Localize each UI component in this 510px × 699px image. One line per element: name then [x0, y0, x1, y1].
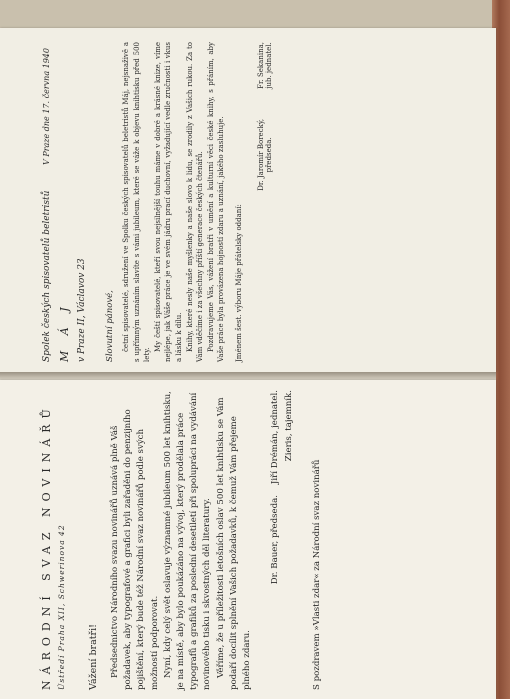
sender-name: M Á J	[58, 301, 71, 362]
sender-address: v Praze II, Václavov 23	[77, 258, 87, 362]
letter-maj	[42, 42, 482, 362]
salutation: Vážení bratři!	[88, 624, 99, 690]
signature-role: předseda.	[264, 137, 273, 173]
signature-role: jub. jednatel.	[264, 42, 273, 89]
signature	[257, 119, 273, 191]
paragraph: My čeští spisovatelé, kteří svou nejsilnější touhu máme v dobré a krásné knize, víme nejlépe, jak Váše práce je ve svém jádru prací duchovní, vyžadující vedle zručnosti i vkus a lásku k dílu.	[153, 42, 183, 362]
closing: Jménem šest. výboru Máje přátelsky oddaní:	[234, 204, 243, 362]
salutation: Slovutní pánové,	[105, 290, 115, 362]
paragraph: četní spisovatelé, sdružení ve Spolku českých spisovatelů beletristů Máj, nejsnaživě a s upřímným uznáním slavíte s vámi jubileum, které se váže k objevu knihtisku před 500 lety.	[122, 42, 152, 362]
final-greeting: S pozdravem »Vlasti zdar« za Národní svaz novinářů	[312, 459, 323, 690]
signature-name: Fr. Sekanina,	[256, 42, 265, 89]
org-name: NÁRODNÍ SVAZ NOVINÁŘŮ	[40, 403, 53, 690]
signature-name: Dr. Jaromír Borecký,	[256, 118, 265, 191]
page-fold	[0, 372, 496, 380]
signature	[257, 42, 273, 89]
paragraph: Předsednictvo Národního svazu novinářů uznává plně Váš požadavek, aby typografové a grafici byli zařaděni do penzijního pojištění, který bude též Národní svaz novinářů podle svých možností podporovat.	[110, 409, 160, 690]
letter-date: V Praze dne 17. června 1940	[42, 48, 51, 165]
paragraph: Věříme, že u příležitosti letošních oslav 500 let knihtisku se Vám podaří docílit splnění Vašich požadavků, k čemuž Vám přejeme plného zdaru.	[215, 397, 253, 690]
sender-line: Spolek českých spisovatelů beletristů	[42, 190, 52, 362]
signature-line-2: Zieris, tajemník.	[284, 390, 295, 462]
letter-body	[121, 42, 227, 362]
signatures	[257, 42, 273, 362]
paragraph: Nyní, kdy celý svět oslavuje významné jubileum 500 let knihtisku, je na místě, aby bylo poukázáno na vývoj, který prodělala práce typografů a grafiků za poslední desetiletí při spolupráci na vydávání novinového tisku i skvostných děl literatury.	[162, 391, 213, 690]
org-address: Ústředí Praha XII, Schwerinova 42	[57, 524, 66, 690]
letter-svaz	[40, 390, 460, 690]
paragraph: Knihy, které nesly naše myšlenky a naše slovo k lidu, se zrodily z Vašich rukou. Za to Vám vděčíme i za všechny příští generace českých čtenářů.	[185, 42, 205, 362]
paragraph: Pozdravujeme Vás, vážení bratři v umění a kulturní věci české knihy, s přáním, aby Vaše práce byla provázena hojností zdaru a uznání, jakého zasluhuje.	[206, 42, 226, 362]
letter-body	[109, 390, 254, 690]
signature-line: Dr. Bauer, předseda. Jiří Drémán, jednatel.	[270, 390, 281, 585]
